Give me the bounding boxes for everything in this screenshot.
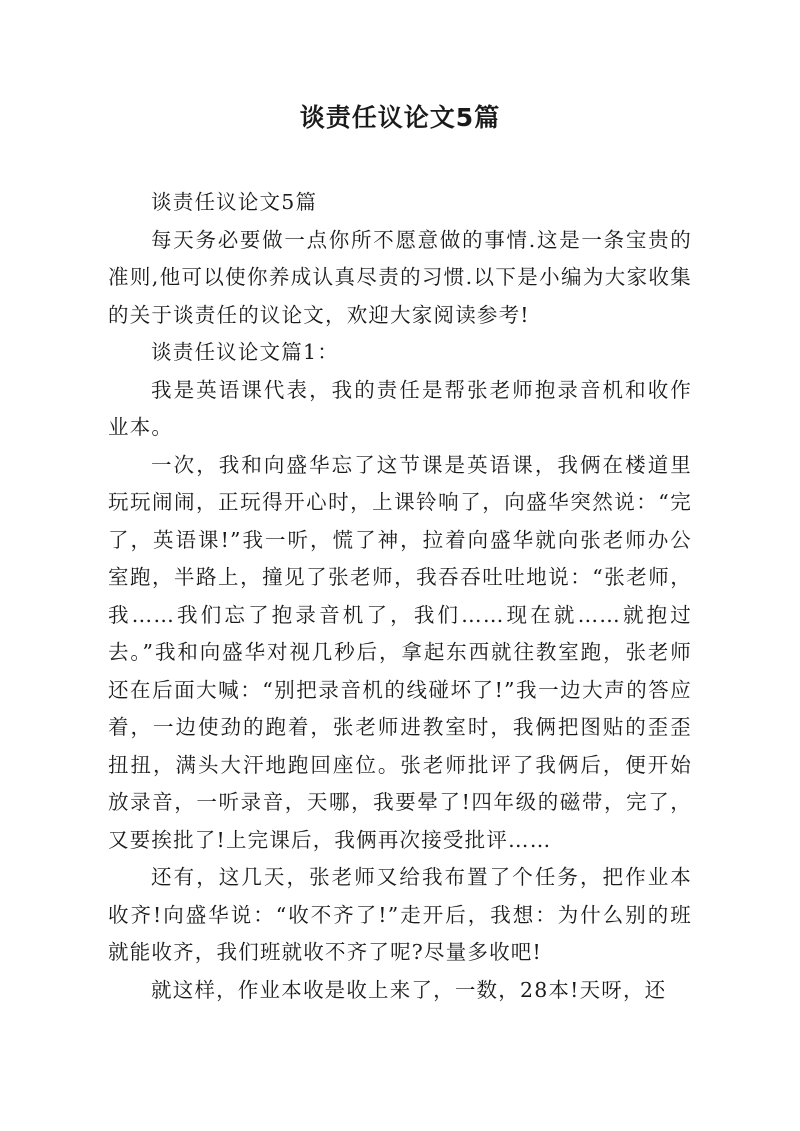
body-paragraph: 一次，我和向盛华忘了这节课是英语课，我俩在楼道里玩玩闹闹，正玩得开心时，上课铃响了，向盛华突然说：“完了，英语课!”我一听，慌了神，拉着向盛华就向张老师办公室跑，半路上，撞见了张老师，我吞吞吐吐地说：“张老师，我……我们忘了抱录音机了，我们……现在就……就抱过去。”我和向盛华对视几秒后，拿起东西就往教室跑，张老师还在后面大喊：“别把录音机的线碰坏了!”我一边大声的答应着，一边使劲的跑着，张老师进教室时，我俩把图贴的歪歪扭扭，满头大汗地跑回座位。张老师批评了我俩后，便开始放录音，一听录音，天哪，我要晕了!四年级的磁带，完了，又要挨批了!上完课后，我俩再次接受批评…… [108,452,692,852]
body-paragraph: 还有，这几天，张老师又给我布置了个任务，把作业本收齐!向盛华说：“收不齐了!”走开后，我想：为什么别的班就能收齐，我们班就收不齐了呢?尽量多收吧! [108,865,692,964]
body-paragraph-section-label: 谈责任议论文篇1： [151,340,339,364]
body-paragraph-heading: 谈责任议论文5篇 [151,190,318,214]
body-paragraph-intro: 每天务必要做一点你所不愿意做的事情.这是一条宝贵的准则,他可以使你养成认真尽责的习惯.以下是小编为大家收集的关于谈责任的议论文，欢迎大家阅读参考! [108,227,692,327]
body-paragraph: 就这样，作业本收是收上来了，一数，28本!天呀，还 [151,977,667,1002]
document-title: 谈责任议论文5篇 [299,103,501,132]
body-paragraph: 我是英语课代表，我的责任是帮张老师抱录音机和收作业本。 [108,377,692,439]
document-body [108,184,692,1009]
